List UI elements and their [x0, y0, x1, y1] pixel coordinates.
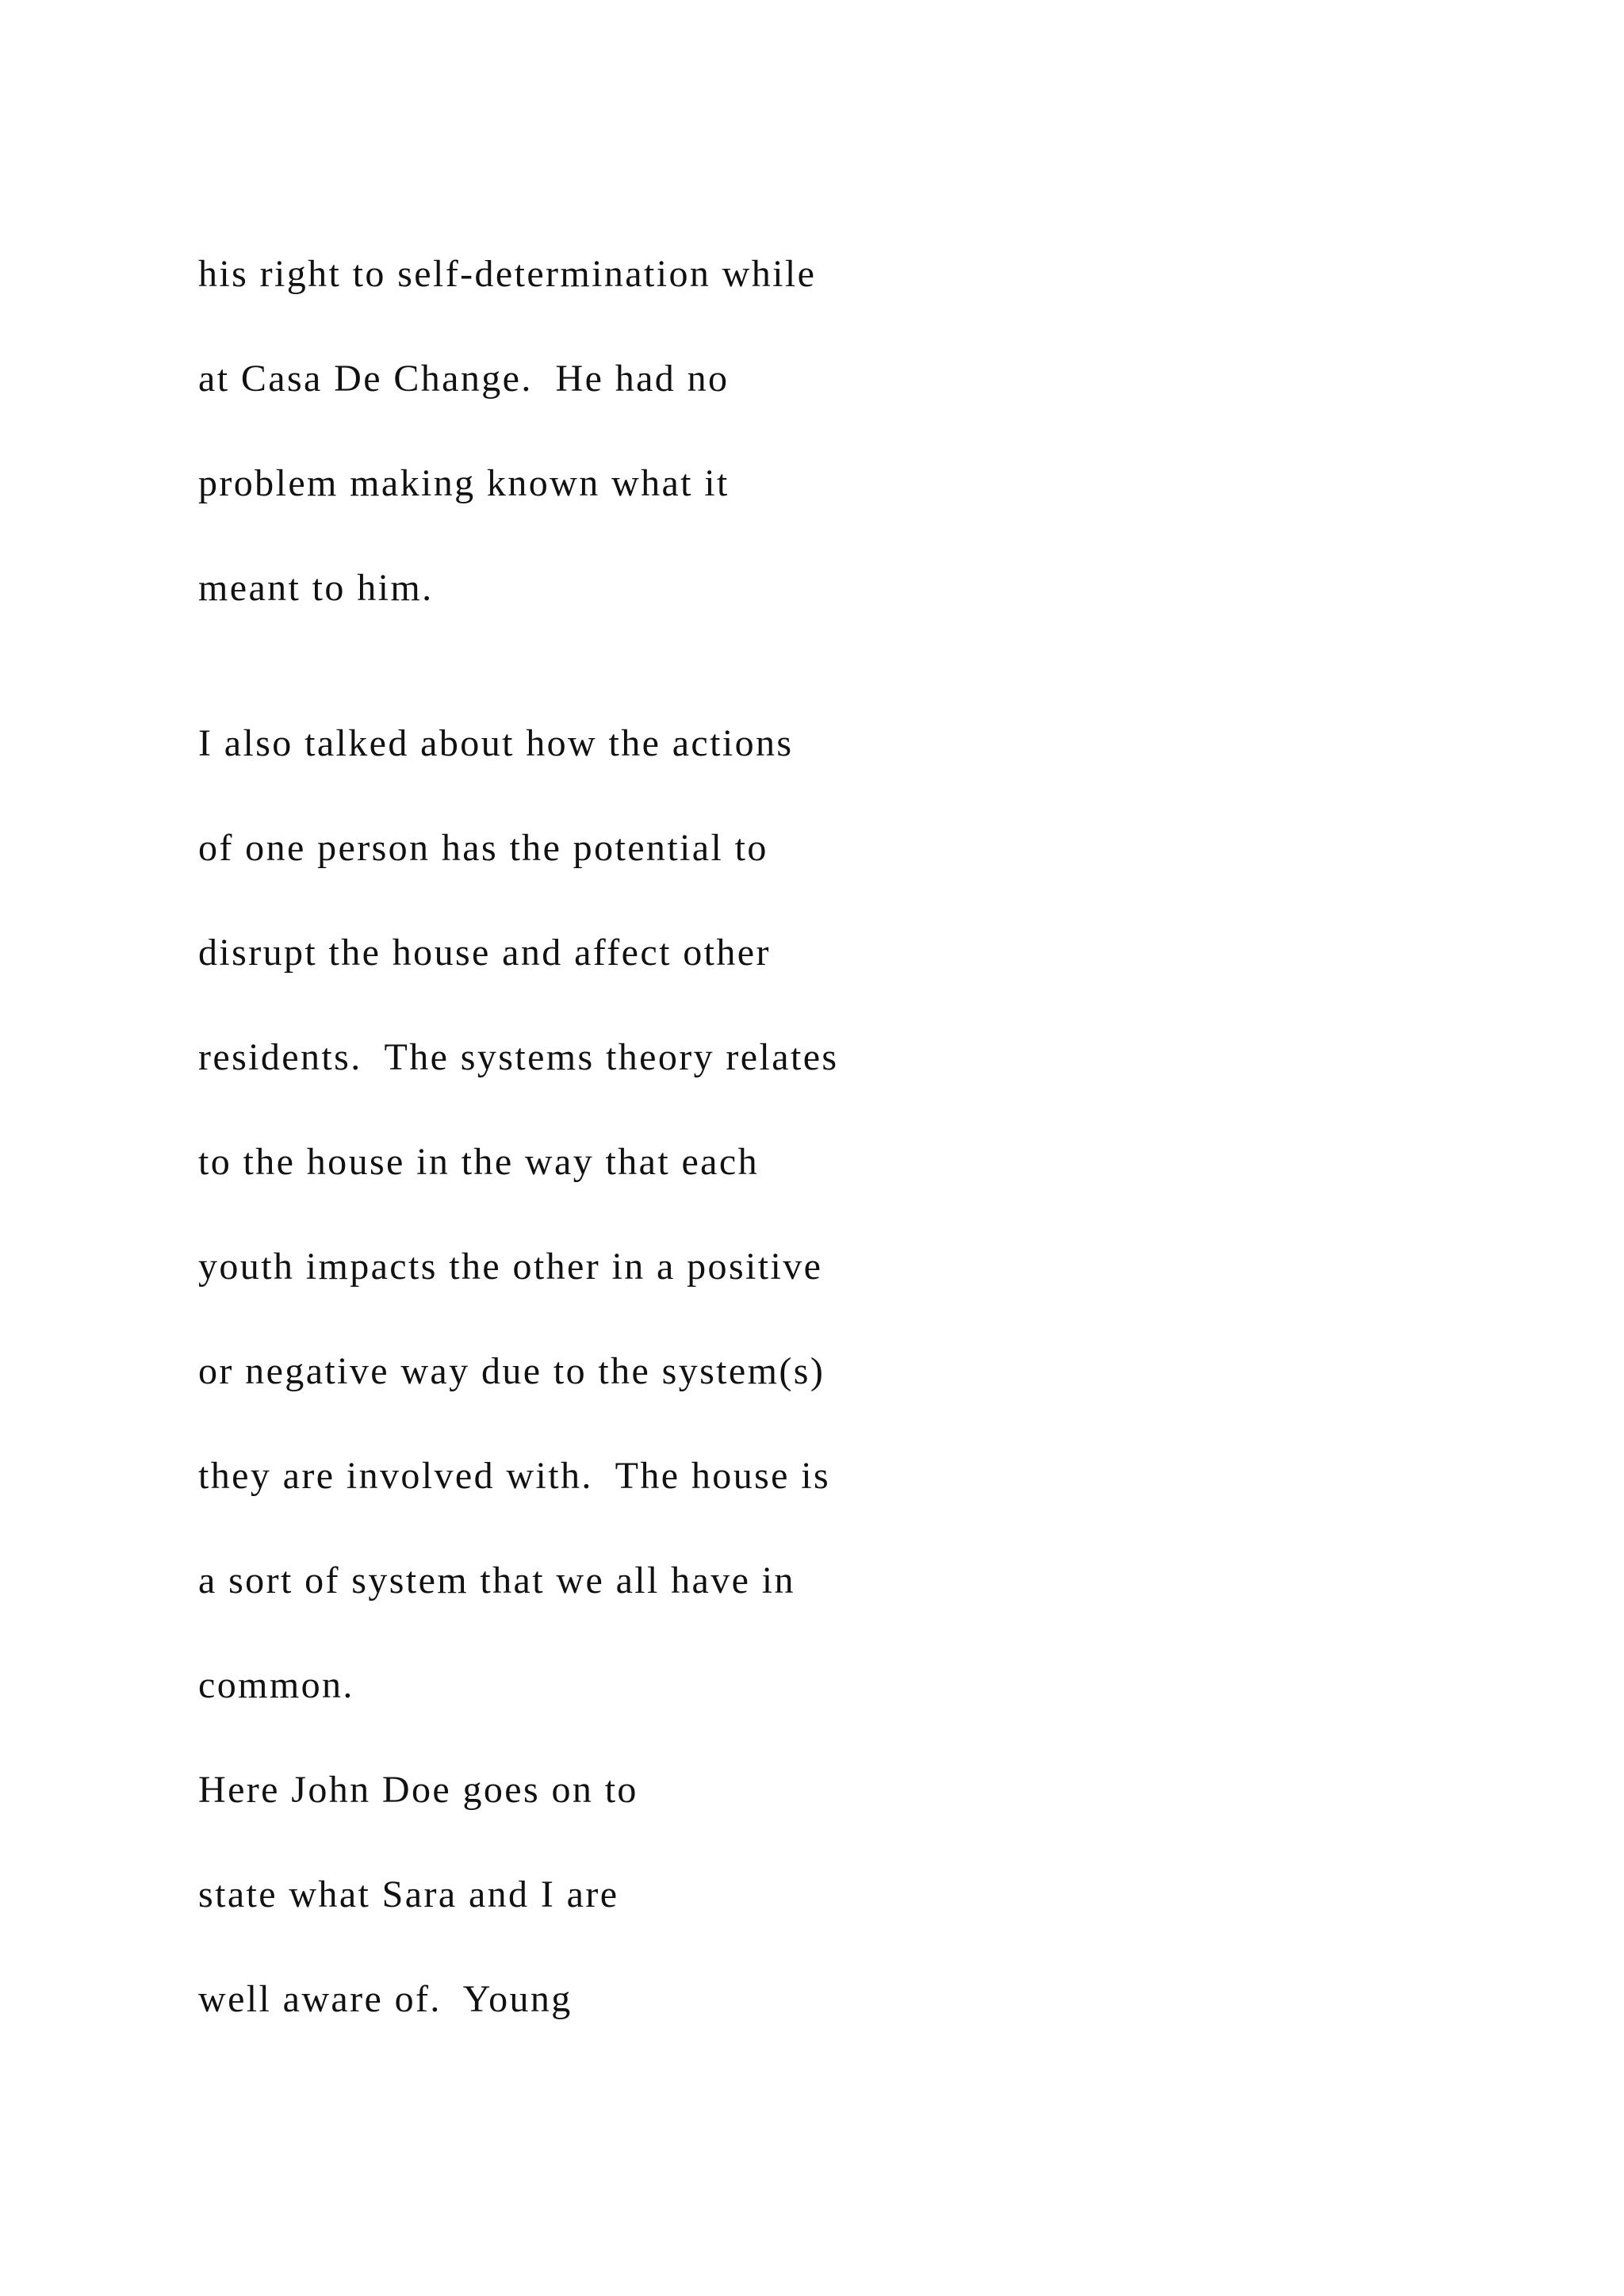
text-line: problem making known what it	[198, 462, 730, 504]
text-line: meant to him.	[198, 567, 434, 609]
text-line: residents. The systems theory relates	[198, 1036, 839, 1078]
text-line: his right to self-determination while	[198, 253, 817, 295]
text-line: common.	[198, 1664, 354, 1706]
text-line: youth impacts the other in a positive	[198, 1246, 823, 1288]
text-line: state what Sara and I are	[198, 1873, 619, 1915]
text-line: of one person has the potential to	[198, 827, 768, 869]
text-line: I also talked about how the actions	[198, 722, 794, 764]
text-line: disrupt the house and affect other	[198, 932, 771, 974]
text-line: a sort of system that we all have in	[198, 1559, 795, 1601]
text-line: they are involved with. The house is	[198, 1455, 831, 1497]
text-line: to the house in the way that each	[198, 1141, 759, 1183]
text-line: well aware of. Young	[198, 1978, 573, 2020]
text-line: at Casa De Change. He had no	[198, 358, 730, 400]
text-line: Here John Doe goes on to	[198, 1769, 638, 1811]
text-line: or negative way due to the system(s)	[198, 1350, 825, 1392]
